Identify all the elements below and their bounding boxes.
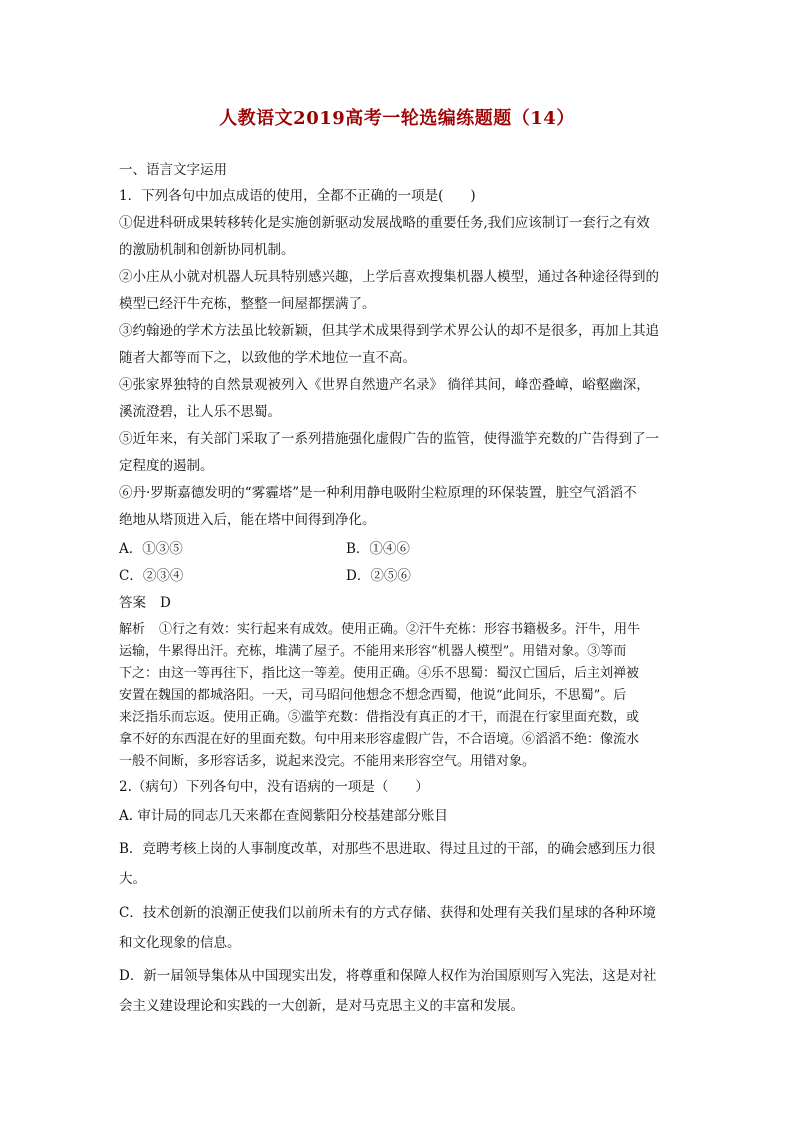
q1-text-line: 的激励机制和创新协同机制。 [119,242,295,258]
q1-text-line: 定程度的遏制。 [119,458,214,474]
q1-analysis-line: 下之：由这一等再往下，指比这一等差。使用正确。④乐不思蜀：蜀汉亡国后，后主刘禅被 [119,666,640,681]
q1-analysis-first-line [119,620,679,640]
q1-text-line: 绝地从塔顶进入后，能在塔中间得到净化。 [119,512,376,528]
q2-option-line: C．技术创新的浪潮正使我们以前所未有的方式存储、获得和处理有关我们星球的各种环境 [119,905,656,921]
q1-analysis-line: 运输，牛累得出汗。充栋，堆满了屋子。不能用来形容“机器人模型”。用错对象。③等而 [119,644,627,659]
q1-analysis-line: 拿不好的东西混在好的里面充数。句中用来形容虚假广告，不合语境。⑥滔滔不绝：像流水 [119,732,640,747]
q1-text-line: 溪流澄碧，让人乐不思蜀。 [119,404,281,420]
q1-analysis-line: 来泛指乐而忘返。使用正确。⑤滥竽充数：借指没有真正的才干，而混在行家里面充数，或 [119,710,640,725]
q2-option-line: 大。 [119,871,146,887]
analysis-label: 解析 [119,622,146,637]
question-1-stem: 1．下列各句中加点成语的使用，全都不正确的一项是( ) [119,188,476,204]
q1-text-line: ①促进科研成果转移转化是实施创新驱动发展战略的重要任务,我们应该制订一套行之有效 [119,215,650,231]
analysis-text: ①行之有效：实行起来有成效。使用正确。②汗牛充栋：形容书籍极多。汗牛，用牛 [159,622,641,637]
section-heading: 一、语言文字运用 [119,162,227,178]
answer-value: D [160,595,171,611]
q1-analysis-line: 安置在魏国的都城洛阳。一天，司马昭问他想念不想念西蜀，他说“此间乐，不思蜀”。后 [119,688,627,703]
q2-option-line: A. 审计局的同志几天来都在查阅紫阳分校基建部分账目 [119,808,448,824]
q2-option-line: B．竞聘考核上岗的人事制度改革，对那些不思进取、得过且过的干部，的确会感到压力很 [119,841,656,857]
question-2-stem: 2.（病句）下列各句中，没有语病的一项是（ ） [119,779,429,795]
q1-option-a: A．①③⑤ [119,541,183,557]
q2-option-line: 和文化现象的信息。 [119,935,241,951]
q1-option-b: B．①④⑥ [346,541,410,557]
q1-text-line: ⑤近年来，有关部门采取了一系列措施强化虚假广告的监管，使得滥竽充数的广告得到了一 [119,431,659,447]
answer-label: 答案 [119,595,146,611]
q1-text-line: 随者大都等而下之，以致他的学术地位一直不高。 [119,350,416,366]
q1-option-c: C．②③④ [119,568,184,584]
q1-text-line: ⑥丹·罗斯嘉德发明的“雾霾塔”是一种利用静电吸附尘粒原理的环保装置，脏空气滔滔不 [119,485,637,501]
q1-answer [119,593,679,613]
document-title: 人教语文2019高考一轮选编练题题（14） [219,108,575,129]
q1-text-line: ④张家界独特的自然景观被列入《世界自然遗产名录》 徜徉其间，峰峦叠嶂，峪壑幽深， [119,377,650,393]
q2-option-line: 会主义建设理论和实践的一大创新，是对马克思主义的丰富和发展。 [119,998,524,1014]
q1-text-line: ③约翰逊的学术方法虽比较新颖，但其学术成果得到学术界公认的却不是很多，再加上其追 [119,323,659,339]
q1-option-d: D．②⑤⑥ [346,568,411,584]
q2-option-line: D．新一届领导集体从中国现实出发，将尊重和保障人权作为治国原则写入宪法，这是对社 [119,968,657,984]
q1-analysis-line: 一般不间断，多形容话多，说起来没完。不能用来形容空气。用错对象。 [119,754,536,769]
q1-text-line: ②小庄从小就对机器人玩具特别感兴趣，上学后喜欢搜集机器人模型，通过各种途径得到的 [119,269,659,285]
q1-text-line: 模型已经汗牛充栋，整整一间屋都摆满了。 [119,296,376,312]
